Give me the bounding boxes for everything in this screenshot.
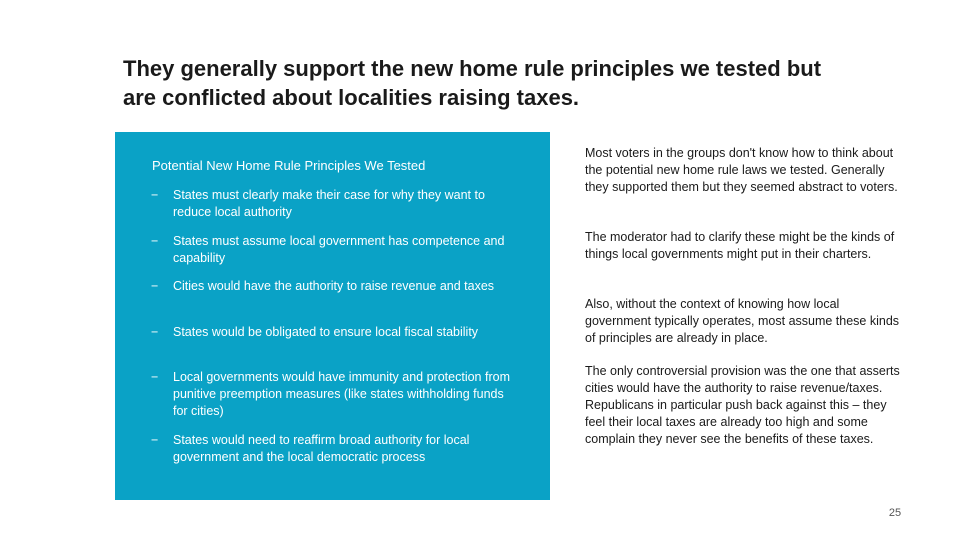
list-item <box>151 369 511 420</box>
panel-heading: Potential New Home Rule Principles We Tested <box>152 158 426 173</box>
list-item <box>151 324 511 341</box>
list-item <box>151 432 511 466</box>
list-item-text: States would need to reaffirm broad authority for local government and the local democratic process <box>173 433 470 464</box>
slide-title: They generally support the new home rule principles we tested but are conflicted about localities raising taxes. <box>123 56 822 110</box>
bullet-marker: − <box>151 188 159 202</box>
note-paragraph: The moderator had to clarify these might be the kinds of things local governments might put in their charters. <box>585 230 895 261</box>
list-item-text: States must assume local government has competence and capability <box>173 234 505 265</box>
bullet-marker: − <box>151 279 159 293</box>
note-paragraph: Most voters in the groups don't know how to think about the potential new home rule laws we tested. Generally they supported them but they seemed abstract to voters. <box>585 146 898 194</box>
note-paragraph: Also, without the context of knowing how local government typically operates, most assume these kinds of principles are already in place. <box>585 297 900 345</box>
list-item <box>151 187 511 221</box>
list-item-text: Cities would have the authority to raise revenue and taxes <box>173 279 495 293</box>
bullet-marker: − <box>151 325 159 339</box>
list-item <box>151 233 511 267</box>
note-paragraph: The only controversial provision was the one that asserts cities would have the authority to raise revenue/taxes. Republicans in particular push back against this – they feel their local taxes are already too high and some complain they never see the benefits of these taxes. <box>585 364 900 446</box>
list-item-text: States would be obligated to ensure local fiscal stability <box>173 325 479 339</box>
principles-list <box>115 132 550 500</box>
page-number: 25 <box>888 507 902 519</box>
list-item <box>151 278 511 295</box>
bullet-marker: − <box>151 370 159 384</box>
list-item-text: Local governments would have immunity and protection from punitive preemption measures (like states withholding funds for cities) <box>173 370 510 418</box>
bullet-marker: − <box>151 433 159 447</box>
bullet-marker: − <box>151 234 159 248</box>
list-item-text: States must clearly make their case for why they want to reduce local authority <box>173 188 485 219</box>
principles-panel <box>115 132 550 500</box>
